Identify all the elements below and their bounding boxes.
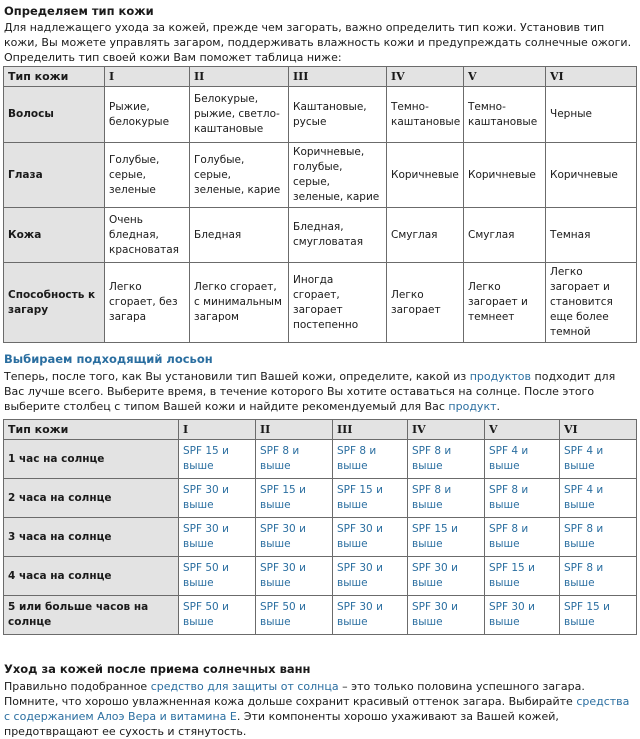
table-cell: SPF 30 и выше [179, 479, 256, 518]
table-cell: SPF 30 и выше [485, 596, 560, 635]
table-row [4, 263, 637, 343]
sun-protection-link[interactable]: средство для защиты от солнца [150, 680, 339, 693]
row-label: 3 часа на солнце [4, 518, 179, 557]
product-link[interactable]: продукт [448, 400, 497, 413]
table-cell: SPF 30 и выше [256, 557, 333, 596]
table-cell: Очень бледная, красноватая [105, 208, 190, 263]
table-cell: SPF 15 и выше [333, 479, 408, 518]
table-cell: SPF 30 и выше [333, 557, 408, 596]
table-cell: SPF 8 и выше [333, 440, 408, 479]
table-row [4, 557, 637, 596]
table-cell: SPF 8 и выше [560, 557, 637, 596]
table-cell: Темно-каштановые [387, 87, 464, 143]
table-cell: SPF 30 и выше [408, 557, 485, 596]
header-cell: Тип кожи [4, 420, 179, 440]
products-link[interactable]: продуктов [469, 370, 532, 383]
text-fragment: Правильно подобранное [4, 680, 151, 693]
table-row [4, 440, 637, 479]
table-cell: Смуглая [387, 208, 464, 263]
table-cell: Черные [546, 87, 637, 143]
table-cell: SPF 4 и выше [560, 479, 637, 518]
skin-type-table [3, 66, 637, 343]
header-cell: III [289, 67, 387, 87]
table-cell: Легко загорает [387, 263, 464, 343]
row-label: 1 час на солнце [4, 440, 179, 479]
row-label: Глаза [4, 143, 105, 208]
table-cell: SPF 50 и выше [179, 596, 256, 635]
table-cell: SPF 8 и выше [485, 479, 560, 518]
spf-table [3, 419, 637, 635]
table-cell: Бледная, смугловатая [289, 208, 387, 263]
table-cell: Коричневые [464, 143, 546, 208]
row-label: Кожа [4, 208, 105, 263]
table-cell: SPF 8 и выше [485, 518, 560, 557]
table-cell: SPF 15 и выше [256, 479, 333, 518]
header-cell: VI [546, 67, 637, 87]
table-row [4, 479, 637, 518]
table-row [4, 518, 637, 557]
table-cell: SPF 8 и выше [408, 440, 485, 479]
table-cell: Голубые, серые, зеленые, карие [190, 143, 289, 208]
table-cell: SPF 30 и выше [179, 518, 256, 557]
table-header-row [4, 420, 637, 440]
table-cell: SPF 8 и выше [256, 440, 333, 479]
table-cell: Темная [546, 208, 637, 263]
aloe-vitamin-e-link[interactable]: средства с содержанием Алоэ Вера и витамина Е [4, 695, 630, 723]
table-cell: SPF 15 и выше [408, 518, 485, 557]
table-cell: SPF 30 и выше [333, 518, 408, 557]
section-title-lotion: Выбираем подходящий лосьон [4, 352, 213, 366]
table-cell: SPF 30 и выше [333, 596, 408, 635]
table-row [4, 143, 637, 208]
text-fragment: подходит для Вас лучше всего. Выберите время, в течение которого Вы хотите оставаться на солнце. После этого выберите столбец с типом Вашей кожи и найдите рекомендуемый для Вас [4, 370, 616, 413]
table-cell: SPF 4 и выше [560, 440, 637, 479]
header-cell: V [464, 67, 546, 87]
table-cell: SPF 15 и выше [179, 440, 256, 479]
table-cell: SPF 15 и выше [485, 557, 560, 596]
section-intro-skin-type: Для надлежащего ухода за кожей, прежде чем загорать, важно определить тип кожи. Установив тип кожи, Вы можете управлять загаром, поддерживать влажность кожи и предупреждать солнечные ожоги. Определить тип своей кожи Вам поможет таблица ниже: [4, 21, 632, 64]
text-fragment: . Эти компоненты хорошо ухаживают за Вашей кожей, предотвращают ее сухость и стянутость. [4, 710, 559, 738]
row-label: 2 часа на солнце [4, 479, 179, 518]
table-cell: Легко загорает и темнеет [464, 263, 546, 343]
table-row [4, 208, 637, 263]
table-cell: Коричневые [546, 143, 637, 208]
row-label: 4 часа на солнце [4, 557, 179, 596]
header-cell: II [190, 67, 289, 87]
section-intro-aftercare [4, 679, 634, 739]
table-cell: Коричневые [387, 143, 464, 208]
table-header-row [4, 67, 637, 87]
table-cell: SPF 8 и выше [408, 479, 485, 518]
header-cell: V [485, 420, 560, 440]
header-cell: II [256, 420, 333, 440]
table-cell: SPF 4 и выше [485, 440, 560, 479]
table-cell: Темно-каштановые [464, 87, 546, 143]
table-cell: Иногда сгорает, загорает постепенно [289, 263, 387, 343]
text-fragment: Теперь, после того, как Вы установили тип Вашей кожи, определите, какой из [4, 370, 470, 383]
row-label: 5 или больше часов на солнце [4, 596, 179, 635]
table-row [4, 596, 637, 635]
header-cell: III [333, 420, 408, 440]
table-cell: Легко сгорает, с минимальным загаром [190, 263, 289, 343]
table-cell: Легко загорает и становится еще более темной [546, 263, 637, 343]
table-cell: SPF 30 и выше [256, 518, 333, 557]
header-cell: I [105, 67, 190, 87]
header-cell: IV [408, 420, 485, 440]
table-cell: Голубые, серые, зеленые [105, 143, 190, 208]
table-cell: Рыжие, белокурые [105, 87, 190, 143]
table-cell: Коричневые, голубые, серые, зеленые, карие [289, 143, 387, 208]
table-cell: SPF 15 и выше [560, 596, 637, 635]
header-cell: I [179, 420, 256, 440]
header-cell: IV [387, 67, 464, 87]
text-fragment: . [496, 400, 500, 413]
table-row [4, 87, 637, 143]
section-intro-lotion [4, 369, 634, 414]
table-cell: Белокурые, рыжие, светло-каштановые [190, 87, 289, 143]
table-cell: Смуглая [464, 208, 546, 263]
table-cell: Легко сгорает, без загара [105, 263, 190, 343]
table-cell: SPF 30 и выше [408, 596, 485, 635]
section-title-skin-type: Определяем тип кожи [4, 4, 154, 18]
header-cell: Тип кожи [4, 67, 105, 87]
table-cell: SPF 8 и выше [560, 518, 637, 557]
table-cell: Каштановые, русые [289, 87, 387, 143]
row-label: Способность к загару [4, 263, 105, 343]
text-fragment: – это только половина успешного загара. Помните, что хорошо увлажненная кожа дольше сохранит красивый оттенок загара. Выбирайте [4, 680, 585, 708]
section-title-aftercare: Уход за кожей после приема солнечных ванн [4, 662, 311, 676]
table-cell: Бледная [190, 208, 289, 263]
table-cell: SPF 50 и выше [179, 557, 256, 596]
table-cell: SPF 50 и выше [256, 596, 333, 635]
header-cell: VI [560, 420, 637, 440]
row-label: Волосы [4, 87, 105, 143]
